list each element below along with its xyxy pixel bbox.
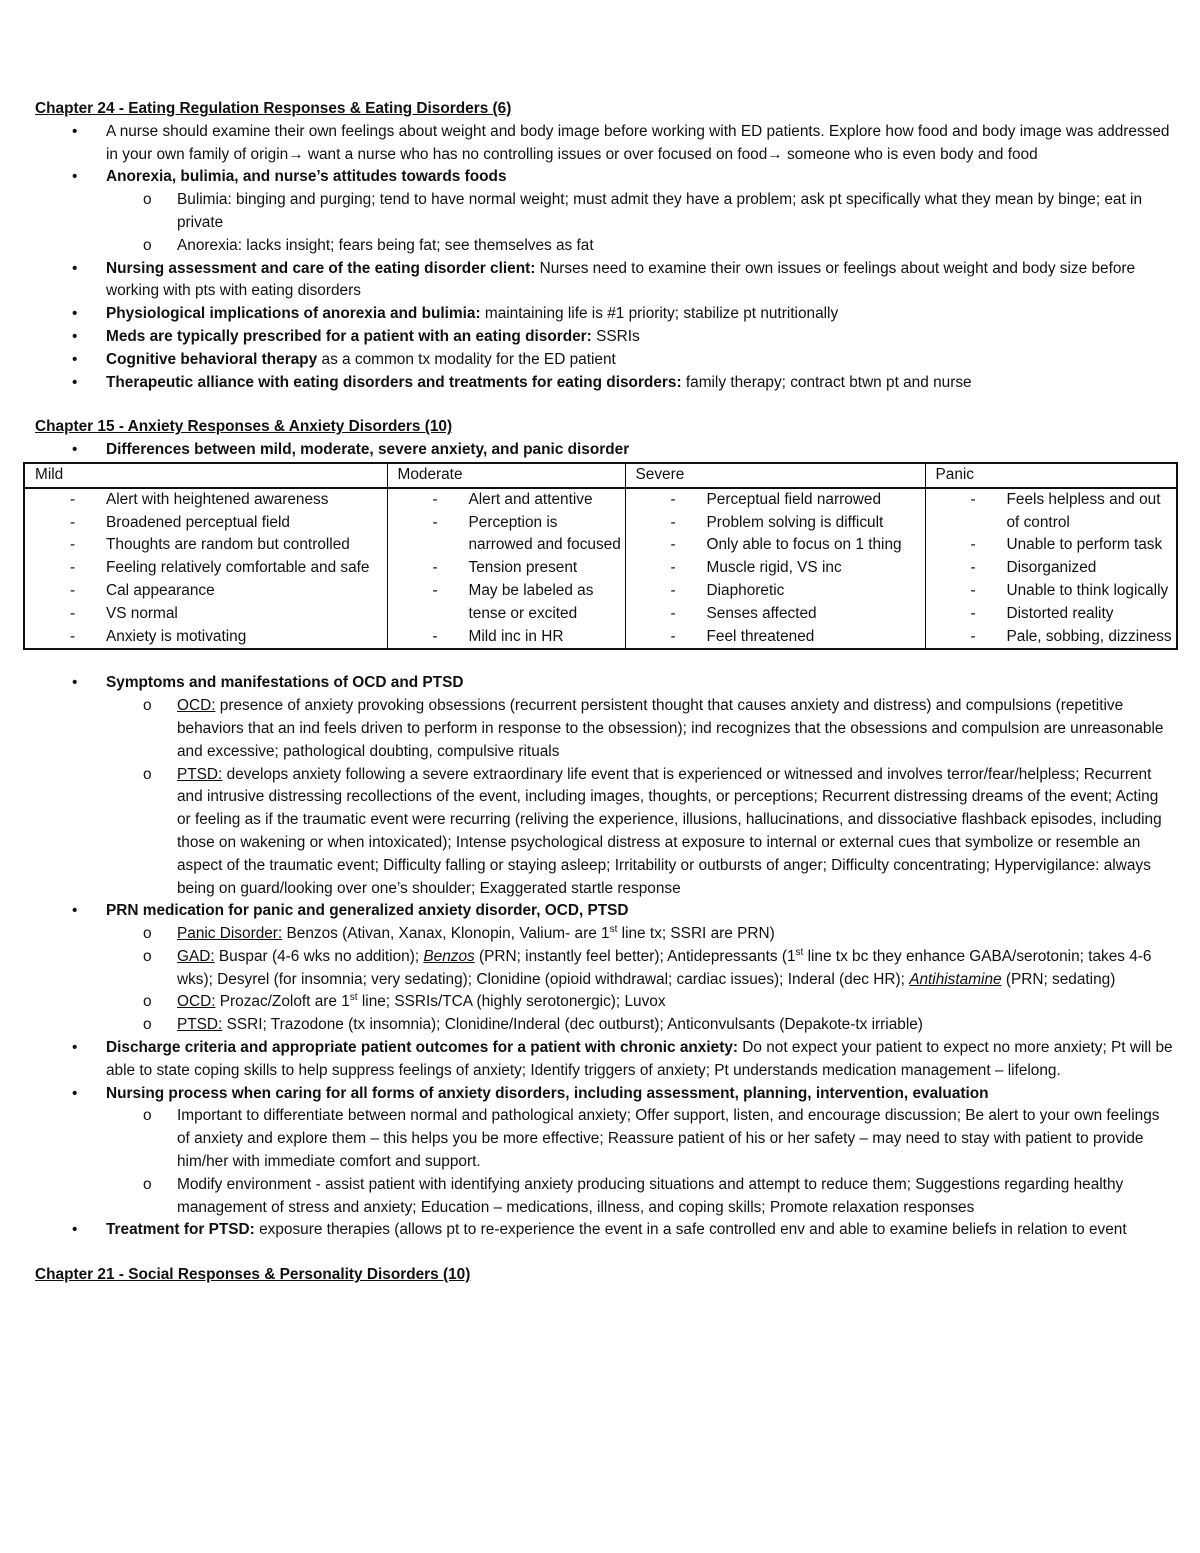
list-text: line tx bc they enhance GABA/serotonin; takes 4-6 wks); Desyrel (for insomnia; very sedating); Clonidine (opioid withdrawal; cardiac issues); Inderal (dec HR); [177, 947, 1152, 988]
list-text: maintaining life is #1 priority; stabilize pt nutritionally [480, 305, 839, 323]
list-text: SSRIs [591, 327, 640, 345]
spacer [35, 1242, 1175, 1264]
list-item [106, 1083, 1175, 1220]
table-header-row [24, 463, 1177, 488]
emphasis: Antihistamine [909, 970, 1002, 988]
list-text: Do not expect your patient to expect no more anxiety; Pt will be able to state coping skills to help suppress feelings of anxiety; Identify triggers of anxiety; Pt understands medication management – lifelong. [106, 1039, 1173, 1079]
mild-list [25, 489, 387, 649]
list-text: Nursing process when caring for all forms of anxiety disorders, including assessment, planning, intervention, evaluation [106, 1084, 989, 1102]
list-label: Cognitive behavioral therapy [106, 350, 318, 368]
list-item [106, 1219, 1175, 1242]
table-list-item: - Pale, sobbing, dizziness [1007, 626, 1177, 649]
table-list-item: - Feeling relatively comfortable and safe [106, 557, 387, 580]
anxiety-levels-table [23, 462, 1178, 650]
table-list-item: - Perception is narrowed and focused [469, 512, 625, 558]
list-text: Important to differentiate between normal and pathological anxiety; Offer support, listen, and encourage discussion; Be alert to your own feelings of anxiety and explore them – this helps you be more effective; Reassure patient of his or her safety – may need to stay with patient to provide him/her with immediate comfort and support. [177, 1107, 1160, 1171]
list-text: presence of anxiety provoking obsessions (recurrent persistent thought that causes anxiety and distress) and compulsions (repetitive behaviors that an ind feels driven to perform in response to the obsession); ind recognizes that the obsessions and compulsion are unreasonable and excessive; pathological doubting, compulsive rituals [177, 697, 1164, 760]
spacer [35, 650, 1175, 672]
list-item [106, 326, 1175, 349]
table-list-item: - Unable to think logically [1007, 580, 1177, 603]
list-text: PRN medication for panic and generalized anxiety disorder, OCD, PTSD [106, 902, 629, 920]
list-text: (PRN; instantly feel better); Antidepressants (1 [474, 947, 796, 965]
table-list-item: - Unable to perform task [1007, 534, 1177, 557]
sub-list-item [177, 235, 1175, 258]
list-label: Treatment for PTSD: [106, 1221, 255, 1239]
chapter-21-heading: Chapter 21 - Social Responses & Personality Disorders (10) [35, 1266, 471, 1284]
table-list-item: - Feel threatened [707, 626, 925, 649]
superscript: st [795, 946, 804, 958]
table-list-item: - Feels helpless and out of control [1007, 489, 1177, 535]
list-text: Prozac/Zoloft are 1 [215, 993, 350, 1011]
list-item [106, 258, 1175, 304]
sub-label: GAD: [177, 947, 215, 965]
list-item [106, 303, 1175, 326]
table-list-item: - May be labeled as tense or excited [469, 580, 625, 626]
list-label: Meds are typically prescribed for a patient with an eating disorder: [106, 327, 592, 345]
table-list-item: - Problem solving is difficult [707, 512, 925, 535]
header-severe: Severe [625, 463, 925, 488]
list-text: develops anxiety following a severe extraordinary life event that is experienced or witnessed and involves terror/fear/helpless; Recurrent and intrusive distressing recollections of the event, including images, thoughts, or perceptions; Recurrent distressing dreams of the event; Acting or feeling as if the traumatic event were recurring (reliving the experience, illusions, hallucinations, and dissociative flashback episodes, including those on wakening or when intoxicated); Intense psychological distress at exposure to internal or external cues that symbolize or resemble an aspect of the traumatic event; Difficulty falling or staying asleep; Irritability or outbursts of anger; Difficulty concentrating; Hypervigilance: always being on guard/looking over one’s shoulder; Exaggerated startle response [177, 765, 1162, 897]
list-text: Anorexia, bulimia, and nurse’s attitudes towards foods [106, 168, 507, 186]
list-item [106, 121, 1175, 167]
table-list-item: - Tension present [469, 557, 625, 580]
list-text: Symptoms and manifestations of OCD and PTSD [106, 674, 464, 692]
list-item [106, 439, 1175, 462]
chapter-15-heading: Chapter 15 - Anxiety Responses & Anxiety Disorders (10) [35, 418, 453, 436]
superscript: st [609, 923, 618, 935]
document-page [35, 98, 1175, 1287]
table-list-item: - Diaphoretic [707, 580, 925, 603]
list-item [106, 900, 1175, 1037]
list-label: Discharge criteria and appropriate patient outcomes for a patient with chronic anxiety: [106, 1039, 739, 1057]
list-item [106, 1037, 1175, 1083]
list-item [106, 672, 1175, 900]
list-label: Physiological implications of anorexia and bulimia: [106, 305, 481, 323]
list-text: exposure therapies (allows pt to re-experience the event in a safe controlled env and able to examine beliefs in relation to event [254, 1221, 1127, 1239]
table-list-item: - Disorganized [1007, 557, 1177, 580]
sub-list-item [177, 923, 1175, 946]
sub-list-item [177, 1105, 1175, 1173]
list-text: Differences between mild, moderate, severe anxiety, and panic disorder [106, 441, 630, 459]
table-list-item: - Muscle rigid, VS inc [707, 557, 925, 580]
list-item [106, 372, 1175, 395]
sub-label: OCD: [177, 697, 216, 715]
sub-list [106, 695, 1175, 900]
list-item [106, 349, 1175, 372]
chapter-24-heading: Chapter 24 - Eating Regulation Responses & Eating Disorders (6) [35, 100, 512, 117]
list-item [106, 166, 1175, 257]
sub-list-item [177, 991, 1175, 1014]
moderate-list [388, 489, 625, 649]
list-text: Anorexia: lacks insight; fears being fat; see themselves as fat [177, 236, 594, 254]
table-list-item: - Mild inc in HR [469, 626, 625, 649]
list-text: A nurse should examine their own feelings about weight and body image before working with ED patients. Explore how food and body image was addressed in your own family of origin→ want a nurse who has no controlling issues or over focused on food→ someone who is even body and food [106, 122, 1170, 163]
sub-list-item [177, 946, 1175, 992]
emphasis: Benzos [423, 947, 475, 965]
list-text: Buspar (4-6 wks no addition); [214, 947, 424, 965]
chapter-15-intro-list [35, 439, 1175, 462]
panic-list [926, 489, 1177, 649]
cell-panic [925, 488, 1177, 650]
list-text: family therapy; contract btwn pt and nurse [681, 373, 972, 391]
list-text: line tx; SSRI are PRN) [617, 925, 775, 943]
table-list-item: - Cal appearance [106, 580, 387, 603]
list-label: Nursing assessment and care of the eating disorder client: [106, 259, 536, 277]
sub-list [106, 923, 1175, 1037]
list-text: SSRI; Trazodone (tx insomnia); Clonidine/Inderal (dec outburst); Anticonvulsants (Depakote-tx irriable) [222, 1016, 923, 1034]
cell-mild [24, 488, 387, 650]
list-label: Therapeutic alliance with eating disorders and treatments for eating disorders: [106, 373, 682, 391]
chapter-15-list [35, 672, 1175, 1242]
sub-list-item [177, 764, 1175, 901]
spacer [35, 394, 1175, 416]
sub-list [106, 189, 1175, 257]
sub-list-item [177, 1174, 1175, 1220]
list-text: Bulimia: binging and purging; tend to have normal weight; must admit they have a problem; ask pt specifically what they mean by binge; eat in private [177, 191, 1143, 231]
cell-moderate [387, 488, 625, 650]
cell-severe [625, 488, 925, 650]
table-list-item: - Senses affected [707, 603, 925, 626]
sub-label: Panic Disorder: [177, 925, 283, 943]
sub-list-item [177, 1014, 1175, 1037]
list-text: Benzos (Ativan, Xanax, Klonopin, Valium- are 1 [282, 925, 610, 943]
table-list-item: - VS normal [106, 603, 387, 626]
list-text: as a common tx modality for the ED patient [317, 350, 616, 368]
table-list-item: - Anxiety is motivating [106, 626, 387, 649]
table-list-item: - Perceptual field narrowed [707, 489, 925, 512]
table-list-item: - Thoughts are random but controlled [106, 534, 387, 557]
sub-list [106, 1105, 1175, 1219]
header-panic: Panic [925, 463, 1177, 488]
severe-list [626, 489, 925, 649]
table-list-item: - Only able to focus on 1 thing [707, 534, 925, 557]
sub-label: PTSD: [177, 1016, 223, 1034]
list-text: Modify environment - assist patient with identifying anxiety producing situations and attempt to reduce them; Suggestions regarding healthy management of stress and anxiety; Education – medications, illness, and coping skills; Promote relaxation responses [177, 1175, 1124, 1216]
superscript: st [349, 992, 358, 1004]
table-list-item: - Broadened perceptual field [106, 512, 387, 535]
table-list-item: - Alert and attentive [469, 489, 625, 512]
list-text: Nurses need to examine their own issues or feelings about weight and body size before working with pts with eating disorders [106, 259, 1136, 300]
table-list-item: - Alert with heightened awareness [106, 489, 387, 512]
list-text: line; SSRIs/TCA (highly serotonergic); Luvox [357, 993, 666, 1011]
header-moderate: Moderate [387, 463, 625, 488]
list-text: (PRN; sedating) [1001, 970, 1116, 988]
table-row [24, 488, 1177, 650]
sub-list-item [177, 189, 1175, 235]
header-mild: Mild [24, 463, 387, 488]
sub-label: OCD: [177, 993, 216, 1011]
table-list-item: - Distorted reality [1007, 603, 1177, 626]
sub-label: PTSD: [177, 765, 223, 783]
sub-list-item [177, 695, 1175, 763]
chapter-24-list [35, 121, 1175, 395]
